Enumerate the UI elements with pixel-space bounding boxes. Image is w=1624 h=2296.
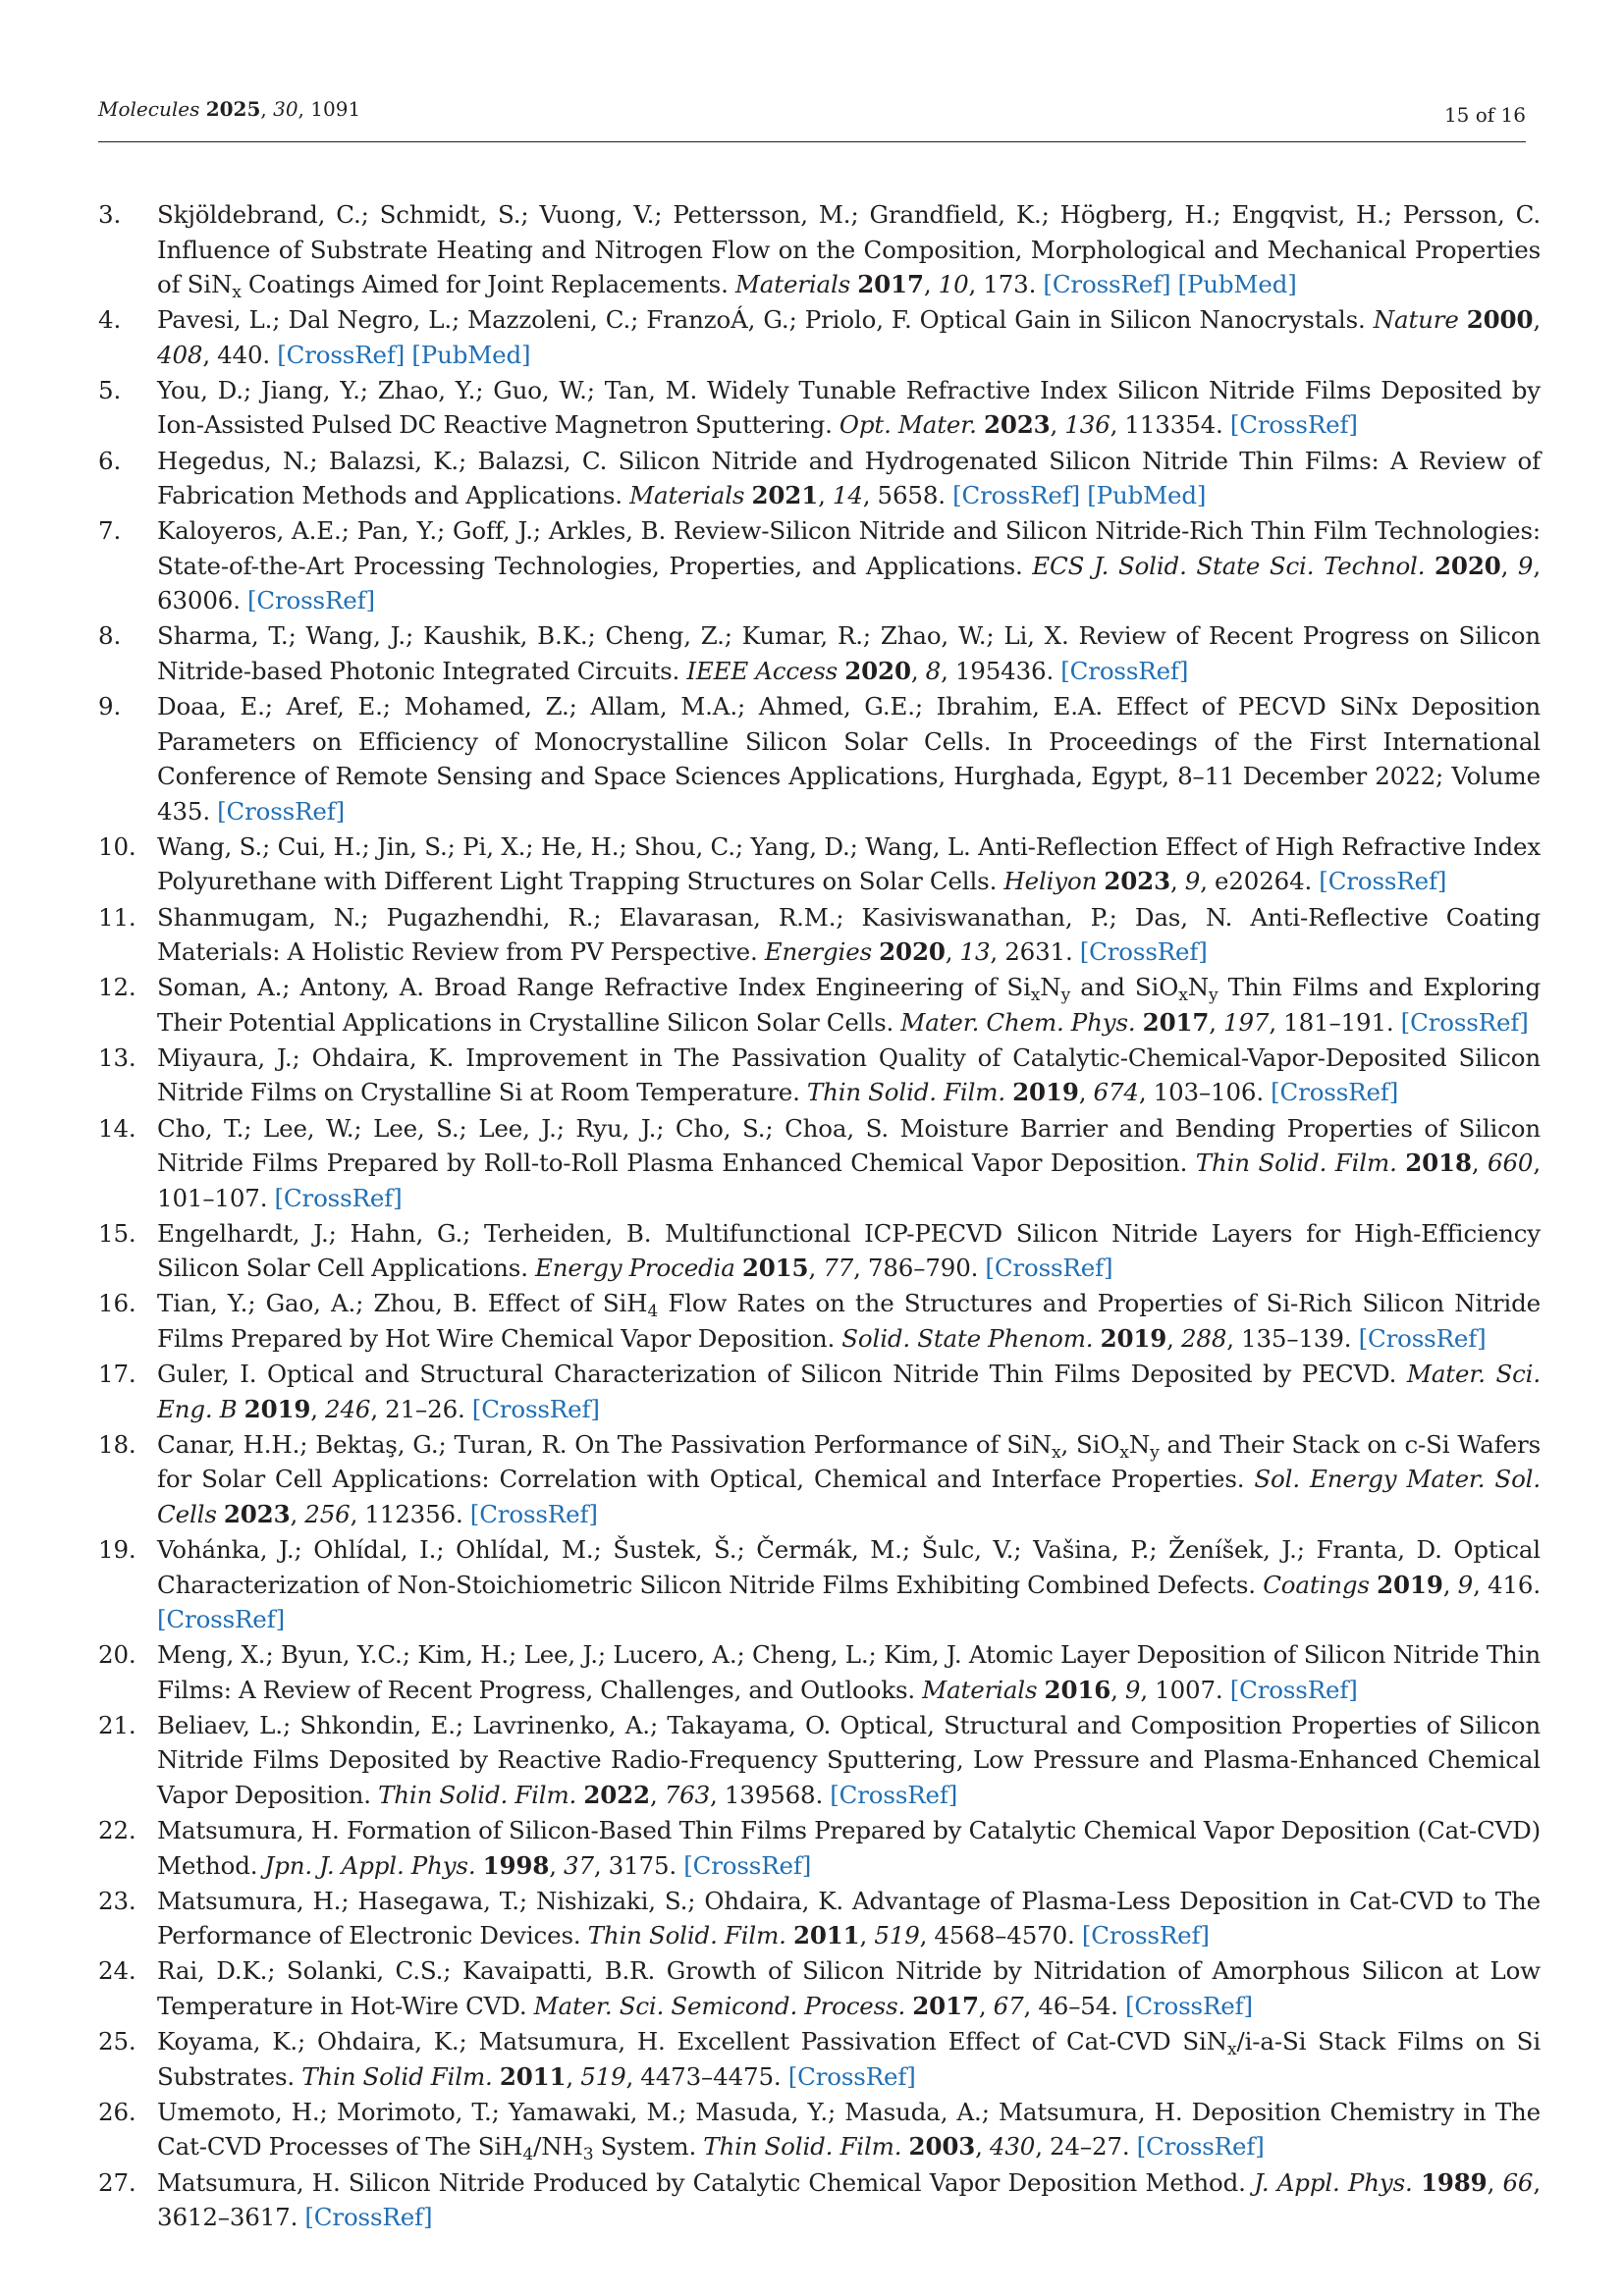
reference-text — [157, 1887, 1541, 1950]
crossref-link[interactable]: [CrossRef] — [787, 2061, 916, 2091]
reference-italic-text: 67 — [993, 1991, 1024, 2020]
subscript: x — [1178, 986, 1188, 1006]
reference-italic-text: Energy Procedia — [534, 1254, 735, 1283]
reference-item — [98, 618, 1541, 688]
subscript: x — [1051, 1442, 1061, 1463]
reference-text-segment: You, D.; Jiang, Y.; Zhao, Y.; Guo, W.; Tan, M. Widely Tunable Refractive Index Silicon Nitride Films Deposited by Ion-Assisted Pulsed DC Reactive Magnetron Sputtering. — [157, 375, 1541, 440]
reference-text-segment — [1459, 305, 1467, 334]
reference-italic-text: 288 — [1180, 1323, 1227, 1353]
reference-text-segment: Engelhardt, J.; Hahn, G.; Terheiden, B. Multifunctional ICP-PECVD Silicon Nitride Layers for High-Efficiency Silicon Solar Cell Applications. — [157, 1218, 1541, 1283]
reference-text-segment: Vohánka, J.; Ohlídal, I.; Ohlídal, M.; Šustek, Š.; Čermák, M.; Šulc, V.; Vašina, P.; Ženíšek, J.; Franta, D. Optical Characterization of Non-Stoichiometric Silicon Nitride Films Exhibiting Combined Defects. — [157, 1535, 1541, 1599]
reference-text-segment: , 173. — [968, 270, 1044, 298]
reference-text-segment — [1136, 1008, 1143, 1037]
reference-italic-text: Opt. Mater. — [839, 410, 977, 440]
reference-text-segment: , 3175. — [593, 1850, 684, 1880]
reference-text — [157, 305, 1541, 369]
page-number: 15 of 16 — [1443, 103, 1526, 127]
reference-text-segment: , 2631. — [990, 937, 1080, 966]
reference-year: 1989 — [1420, 2167, 1488, 2197]
reference-italic-text: IEEE Access — [686, 656, 839, 685]
reference-italic-text: Thin Solid. Film. — [378, 1780, 577, 1809]
reference-text — [157, 200, 1541, 302]
reference-italic-text: Coatings — [1263, 1570, 1370, 1599]
reference-text — [157, 1043, 1541, 1107]
crossref-link[interactable]: [CrossRef] — [1229, 410, 1358, 440]
reference-number: 9. — [98, 692, 122, 721]
reference-text-segment: , 24–27. — [1035, 2132, 1137, 2162]
reference-text — [157, 1816, 1541, 1880]
reference-text — [157, 1430, 1541, 1528]
reference-text-segment: and Their Stack on c-Si Wafers for Solar Cell Applications: Correlation with Optical, Chemical and Interface Properties. — [157, 1429, 1542, 1494]
reference-number: 19. — [98, 1535, 136, 1564]
reference-item — [98, 829, 1541, 899]
reference-text-segment: , — [910, 656, 926, 685]
journal-year: 2025 — [205, 97, 261, 121]
reference-number: 14. — [98, 1113, 136, 1143]
reference-number: 8. — [98, 621, 122, 651]
reference-text-segment: , — [1487, 2167, 1503, 2197]
crossref-link[interactable]: [CrossRef] — [469, 1499, 598, 1528]
reference-text-segment: and SiO — [1070, 973, 1179, 1002]
reference-text-segment: Doaa, E.; Aref, E.; Mohamed, Z.; Allam, M.A.; Ahmed, G.E.; Ibrahim, E.A. Effect of PECVD SiNx Deposition Parameters on Efficiency of Monocrystalline Silicon Solar Cells. In Proceedings of the First International Conference of Remote Sensing and Space Sciences Applications, Hurghada, Egypt, 8–11 December 2022; Volume 435. — [157, 692, 1541, 826]
crossref-link[interactable]: [CrossRef] — [952, 481, 1081, 510]
reference-text-segment: , 1007. — [1140, 1675, 1230, 1704]
reference-text-segment: Guler, I. Optical and Structural Characterization of Silicon Nitride Thin Films Deposited by PECVD. — [157, 1360, 1407, 1389]
reference-number: 26. — [98, 2097, 136, 2126]
crossref-link[interactable]: [CrossRef] — [157, 1605, 285, 1633]
reference-item — [98, 197, 1541, 302]
reference-text-segment: , — [945, 937, 960, 966]
reference-text-segment: Sharma, T.; Wang, J.; Kaushik, B.K.; Cheng, Z.; Kumar, R.; Zhao, W.; Li, X. Review of Recent Progress on Silicon Nitride-based Photonic Integrated Circuits. — [157, 621, 1541, 685]
reference-year: 2023 — [983, 410, 1051, 440]
reference-year: 2019 — [244, 1394, 311, 1423]
crossref-link[interactable]: [CrossRef] — [217, 796, 346, 826]
reference-year: 2019 — [1377, 1570, 1443, 1599]
reference-text — [157, 447, 1541, 510]
reference-text-segment: Shanmugam, N.; Pugazhendhi, R.; Elavarasan, R.M.; Kasiviswanathan, P.; Das, N. Anti-Reflective Coating Materials: A Holistic Review from PV Perspective. — [157, 902, 1541, 966]
reference-italic-text: 246 — [325, 1394, 371, 1423]
reference-text-segment: , — [808, 1254, 824, 1283]
reference-text-segment: , e20264. — [1200, 867, 1320, 896]
reference-text — [157, 376, 1541, 440]
reference-text-segment: , 101–107. — [157, 1148, 1542, 1212]
reference-text-segment: , 112356. — [350, 1499, 470, 1528]
reference-italic-text: 197 — [1223, 1007, 1270, 1037]
reference-text-segment: , — [549, 1850, 564, 1880]
reference-text-segment: Cho, T.; Lee, W.; Lee, S.; Lee, J.; Ryu, J.; Cho, S.; Choa, S. Moisture Barrier and Bending Properties of Silicon Nitride Films Prepared by Roll-to-Roll Plasma Enhanced Chemical Vapor Deposition. — [157, 1113, 1541, 1178]
crossref-link[interactable]: [CrossRef] — [830, 1780, 958, 1809]
reference-text-segment: , 440. — [202, 340, 278, 369]
reference-italic-text: Thin Solid. Film. — [587, 1921, 786, 1950]
subscript: y — [1209, 986, 1218, 1006]
subscript: 4 — [647, 1302, 659, 1322]
reference-text-segment: , 103–106. — [1138, 1078, 1272, 1107]
reference-text-segment: , — [1078, 1078, 1094, 1107]
reference-italic-text: Thin Solid. Film. — [806, 1078, 1006, 1107]
reference-text-segment: Matsumura, H. Silicon Nitride Produced by Catalytic Chemical Vapor Deposition Method. — [157, 2167, 1255, 2197]
reference-text-segment — [735, 1254, 742, 1282]
reference-item — [98, 1216, 1541, 1286]
reference-text-segment — [1093, 1324, 1100, 1353]
reference-number: 6. — [98, 446, 122, 475]
reference-year: 2011 — [792, 1921, 860, 1950]
reference-italic-text: 13 — [959, 937, 991, 966]
reference-text — [157, 832, 1541, 896]
article-number: 1091 — [310, 97, 361, 121]
reference-year: 2023 — [223, 1499, 291, 1528]
subscript: 4 — [522, 2145, 534, 2165]
reference-italic-text: 408 — [157, 340, 203, 369]
reference-text — [157, 1114, 1541, 1212]
reference-year: 2017 — [857, 270, 924, 298]
crossref-link[interactable]: [CrossRef] — [1079, 937, 1208, 966]
reference-item — [98, 1637, 1541, 1707]
reference-number: 18. — [98, 1429, 136, 1459]
reference-number: 21. — [98, 1710, 136, 1739]
reference-text — [157, 1535, 1541, 1633]
reference-year: 2017 — [1142, 1007, 1210, 1037]
reference-text-segment — [1413, 2168, 1421, 2197]
reference-text-segment: , 4473–4475. — [625, 2061, 788, 2091]
reference-item — [98, 970, 1541, 1040]
reference-italic-text: 9 — [1457, 1570, 1474, 1599]
reference-year: 2020 — [879, 937, 946, 966]
reference-text-segment — [217, 1500, 224, 1528]
reference-text-segment: Flow Rates on the Structures and Properties of Si-Rich Silicon Nitride Films Prepared by Hot Wire Chemical Vapor Deposition. — [157, 1289, 1541, 1353]
reference-text-segment: , — [1442, 1570, 1458, 1599]
reference-text-segment — [901, 2132, 908, 2161]
reference-year: 2003 — [908, 2132, 976, 2162]
reference-text-segment: Umemoto, H.; Morimoto, T.; Yamawaki, M.; Masuda, Y.; Masuda, A.; Matsumura, H. Deposition Chemistry in The Cat-CVD Processes of The SiH — [157, 2097, 1541, 2162]
reference-italic-text: Mater. Chem. Phys. — [900, 1007, 1136, 1037]
reference-italic-text: Mater. Sci. Semicond. Process. — [533, 1991, 906, 2020]
reference-text-segment: , 135–139. — [1226, 1323, 1359, 1353]
crossref-link[interactable]: [CrossRef] — [1229, 1675, 1358, 1704]
reference-item — [98, 1884, 1541, 1953]
reference-text — [157, 2027, 1541, 2091]
reference-text-segment: , 113354. — [1110, 410, 1230, 440]
reference-text-segment: , — [978, 1991, 994, 2020]
reference-text-segment: Matsumura, H.; Hasegawa, T.; Nishizaki, S.; Ohdaira, K. Advantage of Plasma-Less Deposition in Cat-CVD to The Performance of Electronic Devices. — [157, 1886, 1541, 1950]
reference-italic-text: Thin Solid. Film. — [1195, 1148, 1397, 1178]
reference-italic-text: Solid. State Phenom. — [841, 1323, 1094, 1353]
reference-italic-text: Thin Solid Film. — [301, 2061, 493, 2091]
reference-text-segment: Rai, D.K.; Solanki, C.S.; Kavaipatti, B.R. Growth of Silicon Nitride by Nitridation of Amorphous Silicon at Low Temperature in Hot-Wire CVD. — [157, 1956, 1541, 2020]
reference-text-segment: System. — [593, 2132, 704, 2162]
reference-year: 2017 — [912, 1991, 979, 2020]
reference-text-segment: , 139568. — [710, 1780, 831, 1809]
reference-item — [98, 1111, 1541, 1216]
crossref-link[interactable]: [CrossRef] — [471, 1394, 600, 1423]
reference-text — [157, 516, 1541, 614]
reference-italic-text: ECS J. Solid. State Sci. Technol. — [1032, 551, 1426, 580]
subscript: 3 — [582, 2145, 594, 2165]
reference-text-segment: , — [1209, 1007, 1224, 1037]
reference-text-segment — [1170, 270, 1177, 298]
reference-text-segment: , — [1500, 551, 1518, 580]
reference-italic-text: 430 — [989, 2132, 1036, 2162]
crossref-link[interactable]: [CrossRef] — [1136, 2132, 1265, 2162]
reference-item — [98, 1532, 1541, 1637]
reference-text-segment: Koyama, K.; Ohdaira, K.; Matsumura, H. Excellent Passivation Effect of Cat-CVD SiN — [157, 2027, 1227, 2056]
reference-italic-text: 9 — [1517, 551, 1534, 580]
reference-text-segment: , — [1169, 867, 1185, 896]
reference-text — [157, 1289, 1541, 1353]
reference-text-segment: /NH — [533, 2132, 583, 2162]
reference-number: 3. — [98, 200, 122, 229]
reference-italic-text: Materials — [734, 270, 851, 298]
reference-item — [98, 689, 1541, 828]
reference-italic-text: Thin Solid. Film. — [703, 2132, 902, 2162]
reference-italic-text: 9 — [1124, 1675, 1141, 1704]
reference-italic-text: 256 — [304, 1499, 351, 1528]
reference-text-segment: , — [566, 2061, 581, 2091]
reference-text-segment: Tian, Y.; Gao, A.; Zhou, B. Effect of SiH — [157, 1289, 648, 1318]
reference-text-segment: , 63006. — [157, 551, 1541, 615]
reference-item — [98, 1953, 1541, 2023]
reference-text-segment — [475, 1851, 482, 1880]
reference-text-segment: Pavesi, L.; Dal Negro, L.; Mazzoleni, C.; FranzoÁ, G.; Priolo, F. Optical Gain in Silicon Nanocrystals. — [157, 305, 1374, 335]
crossref-link[interactable]: [CrossRef] — [1043, 270, 1171, 298]
reference-text-segment: , — [1050, 410, 1065, 440]
reference-italic-text: 66 — [1502, 2167, 1534, 2197]
reference-text-segment: Hegedus, N.; Balazsi, K.; Balazsi, C. Silicon Nitride and Hydrogenated Silicon Nitride Thin Films: A Review of Fabrication Methods and Applications. — [157, 446, 1541, 510]
reference-text-segment: , — [818, 481, 833, 510]
reference-text — [157, 1640, 1541, 1704]
reference-item — [98, 444, 1541, 513]
reference-year: 2021 — [751, 481, 819, 510]
reference-text-segment: , — [1166, 1323, 1181, 1353]
pubmed-link[interactable]: [PubMed] — [411, 340, 531, 369]
reference-item — [98, 2165, 1541, 2235]
reference-number: 4. — [98, 305, 122, 335]
journal-name: Molecules — [98, 97, 200, 121]
reference-item — [98, 1427, 1541, 1532]
reference-item — [98, 1813, 1541, 1883]
subscript: x — [1226, 2040, 1237, 2060]
reference-text-segment: N — [1187, 973, 1210, 1002]
reference-text-segment — [238, 1395, 244, 1423]
reference-italic-text: 519 — [580, 2061, 626, 2091]
reference-year: 2015 — [741, 1254, 809, 1283]
reference-text — [157, 2168, 1541, 2232]
reference-italic-text: 763 — [664, 1780, 711, 1809]
reference-item — [98, 302, 1541, 372]
reference-italic-text: Jpn. J. Appl. Phys. — [264, 1850, 476, 1880]
reference-item — [98, 513, 1541, 618]
reference-italic-text: Materials — [629, 481, 745, 510]
subscript: x — [1030, 986, 1041, 1006]
reference-item — [98, 1357, 1541, 1426]
pubmed-link[interactable]: [PubMed] — [1087, 481, 1207, 510]
crossref-link[interactable]: [CrossRef] — [1081, 1921, 1210, 1950]
reference-item — [98, 900, 1541, 970]
reference-year: 2011 — [499, 2061, 567, 2091]
reference-italic-text: 674 — [1093, 1078, 1139, 1107]
reference-italic-text: 519 — [874, 1921, 920, 1950]
reference-italic-text: Energies — [764, 937, 873, 966]
crossref-link[interactable]: [CrossRef] — [274, 1183, 403, 1212]
subscript: x — [232, 283, 242, 302]
journal-citation: Molecules 2025, 30, 1091 — [98, 97, 361, 121]
reference-text-segment: , SiO — [1060, 1429, 1120, 1459]
crossref-link[interactable]: [CrossRef] — [304, 2203, 433, 2231]
journal-volume: 30 — [273, 97, 298, 121]
reference-number: 13. — [98, 1042, 136, 1072]
crossref-link[interactable]: [CrossRef] — [1271, 1078, 1399, 1107]
reference-text-segment: Wang, S.; Cui, H.; Jin, S.; Pi, X.; He, H.; Shou, C.; Yang, D.; Wang, L. Anti-Reflection Effect of High Refractive Index Polyurethane with Different Light Trapping Structures on Solar Cells. — [157, 831, 1541, 896]
reference-italic-text: 660 — [1488, 1148, 1534, 1178]
reference-text-segment: , 3612–3617. — [157, 2167, 1542, 2231]
reference-number: 10. — [98, 831, 136, 861]
reference-text-segment: Beliaev, L.; Shkondin, E.; Lavrinenko, A.; Takayama, O. Optical, Structural and Composition Properties of Silicon Nitride Films Deposited by Reactive Radio-Frequency Sputtering, Low Pressure and Plasma-Enhanced Chemical Vapor Deposition. — [157, 1710, 1541, 1809]
reference-text-segment: Kaloyeros, A.E.; Pan, Y.; Goff, J.; Arkles, B. Review-Silicon Nitride and Silicon Nitride-Rich Thin Film Technologies: State-of-the-Art Processing Technologies, Properties, and Applications. — [157, 516, 1541, 580]
reference-italic-text: Materials — [922, 1675, 1038, 1704]
reference-italic-text: 77 — [823, 1254, 854, 1283]
reference-text-segment: , — [1471, 1148, 1489, 1178]
reference-italic-text: 37 — [564, 1850, 594, 1880]
reference-number: 23. — [98, 1886, 136, 1915]
crossref-link[interactable]: [CrossRef] — [985, 1254, 1113, 1283]
reference-text-segment: Thin Films and Exploring Their Potential Applications in Crystalline Silicon Solar Cells. — [157, 973, 1541, 1037]
reference-text-segment: , — [975, 2132, 990, 2162]
crossref-link[interactable]: [CrossRef] — [1124, 1991, 1253, 2020]
reference-text — [157, 1711, 1541, 1809]
reference-text-segment: Miyaura, J.; Ohdaira, K. Improvement in The Passivation Quality of Catalytic-Chemical-Vapor-Deposited Silicon Nitride Films on Crystalline Si at Room Temperature. — [157, 1042, 1541, 1107]
reference-item — [98, 1041, 1541, 1110]
reference-number: 27. — [98, 2167, 136, 2197]
reference-text-segment — [977, 410, 984, 439]
reference-text-segment: , 416. — [1473, 1570, 1541, 1599]
subscript: y — [1150, 1442, 1160, 1463]
reference-year: 2019 — [1012, 1078, 1079, 1107]
reference-year: 2023 — [1104, 867, 1170, 896]
reference-text-segment: , 786–790. — [853, 1254, 986, 1283]
reference-text-segment: Meng, X.; Byun, Y.C.; Kim, H.; Lee, J.; Lucero, A.; Cheng, L.; Kim, J. Atomic Layer Deposition of Silicon Nitride Thin Films: A Review of Recent Progress, Challenges, and Outlooks. — [157, 1640, 1541, 1704]
reference-number: 5. — [98, 375, 122, 404]
subscript: y — [1060, 986, 1071, 1006]
reference-italic-text: J. Appl. Phys. — [1254, 2167, 1413, 2197]
reference-text-segment: Canar, H.H.; Bektaş, G.; Turan, R. On The Passivation Performance of SiN — [157, 1429, 1052, 1459]
reference-text-segment: , — [1110, 1675, 1125, 1704]
reference-year: 2020 — [844, 656, 911, 685]
reference-item — [98, 2024, 1541, 2094]
reference-text-segment: , 21–26. — [370, 1394, 472, 1423]
reference-text-segment: /i-a-Si Stack Films on Si Substrates. — [157, 2027, 1542, 2091]
reference-text-segment — [1425, 552, 1435, 580]
reference-number: 25. — [98, 2027, 136, 2056]
reference-number: 12. — [98, 973, 136, 1002]
reference-year: 2019 — [1100, 1323, 1167, 1353]
reference-text-segment — [744, 481, 751, 509]
reference-text-segment: , — [859, 1921, 875, 1950]
reference-text-segment: , 4568–4570. — [919, 1921, 1082, 1950]
reference-number: 24. — [98, 1956, 136, 1986]
reference-italic-text: 14 — [832, 481, 863, 510]
reference-text-segment: , — [310, 1394, 326, 1423]
reference-text — [157, 1956, 1541, 2020]
reference-text-segment: Matsumura, H. Formation of Silicon-Based Thin Films Prepared by Catalytic Chemical Vapor Deposition (Cat-CVD) Method. — [157, 1816, 1541, 1880]
reference-text — [157, 692, 1541, 826]
crossref-link[interactable]: [CrossRef] — [246, 586, 375, 615]
reference-number: 22. — [98, 1816, 136, 1845]
reference-number: 20. — [98, 1640, 136, 1670]
reference-text — [157, 621, 1541, 685]
reference-text-segment: Coatings Aimed for Joint Replacements. — [241, 270, 735, 298]
reference-year: 2020 — [1435, 551, 1501, 580]
reference-text-segment: N — [1040, 973, 1061, 1002]
reference-text-segment: , 5658. — [862, 481, 953, 510]
reference-text-segment: N — [1128, 1429, 1151, 1459]
reference-item — [98, 2095, 1541, 2164]
reference-text-segment — [493, 2062, 500, 2091]
reference-text — [157, 1219, 1541, 1283]
crossref-link[interactable]: [CrossRef] — [1319, 867, 1447, 896]
subscript: x — [1119, 1442, 1129, 1463]
reference-item — [98, 373, 1541, 443]
reference-text-segment: , — [1533, 305, 1541, 335]
crossref-link[interactable]: [CrossRef] — [1400, 1007, 1529, 1037]
reference-text-segment: , 181–191. — [1269, 1007, 1401, 1037]
crossref-link[interactable]: [CrossRef] — [1358, 1323, 1487, 1353]
reference-number: 15. — [98, 1218, 136, 1248]
reference-italic-text: Heliyon — [1003, 867, 1098, 896]
reference-text-segment: , — [923, 270, 939, 298]
reference-year: 1998 — [482, 1850, 550, 1880]
pubmed-link[interactable]: [PubMed] — [1177, 270, 1297, 298]
crossref-link[interactable]: [CrossRef] — [683, 1850, 812, 1880]
reference-italic-text: 8 — [925, 656, 942, 685]
reference-text-segment: Soman, A.; Antony, A. Broad Range Refractive Index Engineering of Si — [157, 973, 1031, 1002]
crossref-link[interactable]: [CrossRef] — [1060, 656, 1189, 685]
reference-text-segment: Skjöldebrand, C.; Schmidt, S.; Vuong, V.; Pettersson, M.; Grandfield, K.; Högberg, H.; Engqvist, H.; Persson, C. Influence of Substrate Heating and Nitrogen Flow on the Composition, Morphological and Mechanical Properties of SiN — [157, 200, 1541, 298]
reference-text-segment: , 195436. — [941, 656, 1061, 685]
reference-italic-text: Nature — [1373, 305, 1459, 335]
reference-text-segment — [1397, 1148, 1406, 1177]
reference-text-segment: , 46–54. — [1023, 1991, 1125, 2020]
reference-number: 17. — [98, 1360, 136, 1389]
reference-italic-text: Sol. Energy Mater. Sol. Cells — [157, 1465, 1541, 1528]
crossref-link[interactable]: [CrossRef] — [277, 340, 406, 369]
reference-text — [157, 903, 1541, 967]
reference-text — [157, 973, 1541, 1037]
reference-italic-text: 9 — [1184, 867, 1201, 896]
reference-italic-text: 136 — [1064, 410, 1110, 440]
reference-year: 2018 — [1405, 1148, 1472, 1178]
reference-item — [98, 1708, 1541, 1813]
reference-list — [98, 197, 1541, 2235]
reference-number: 16. — [98, 1289, 136, 1318]
page-header — [98, 98, 1526, 142]
reference-text-segment: , — [649, 1780, 665, 1809]
reference-item — [98, 1286, 1541, 1356]
reference-text-segment — [1037, 1676, 1044, 1704]
reference-year: 2016 — [1044, 1675, 1111, 1704]
reference-text-segment: , — [290, 1499, 305, 1528]
reference-text — [157, 1360, 1541, 1423]
reference-italic-text: 10 — [938, 270, 969, 298]
reference-text — [157, 2097, 1541, 2165]
reference-year: 2000 — [1466, 305, 1534, 335]
reference-italic-text: Mater. Sci. Eng. B — [157, 1360, 1541, 1423]
reference-number: 11. — [98, 902, 136, 932]
reference-text-segment — [786, 1921, 793, 1949]
reference-year: 2022 — [583, 1780, 650, 1809]
reference-number: 7. — [98, 516, 122, 546]
